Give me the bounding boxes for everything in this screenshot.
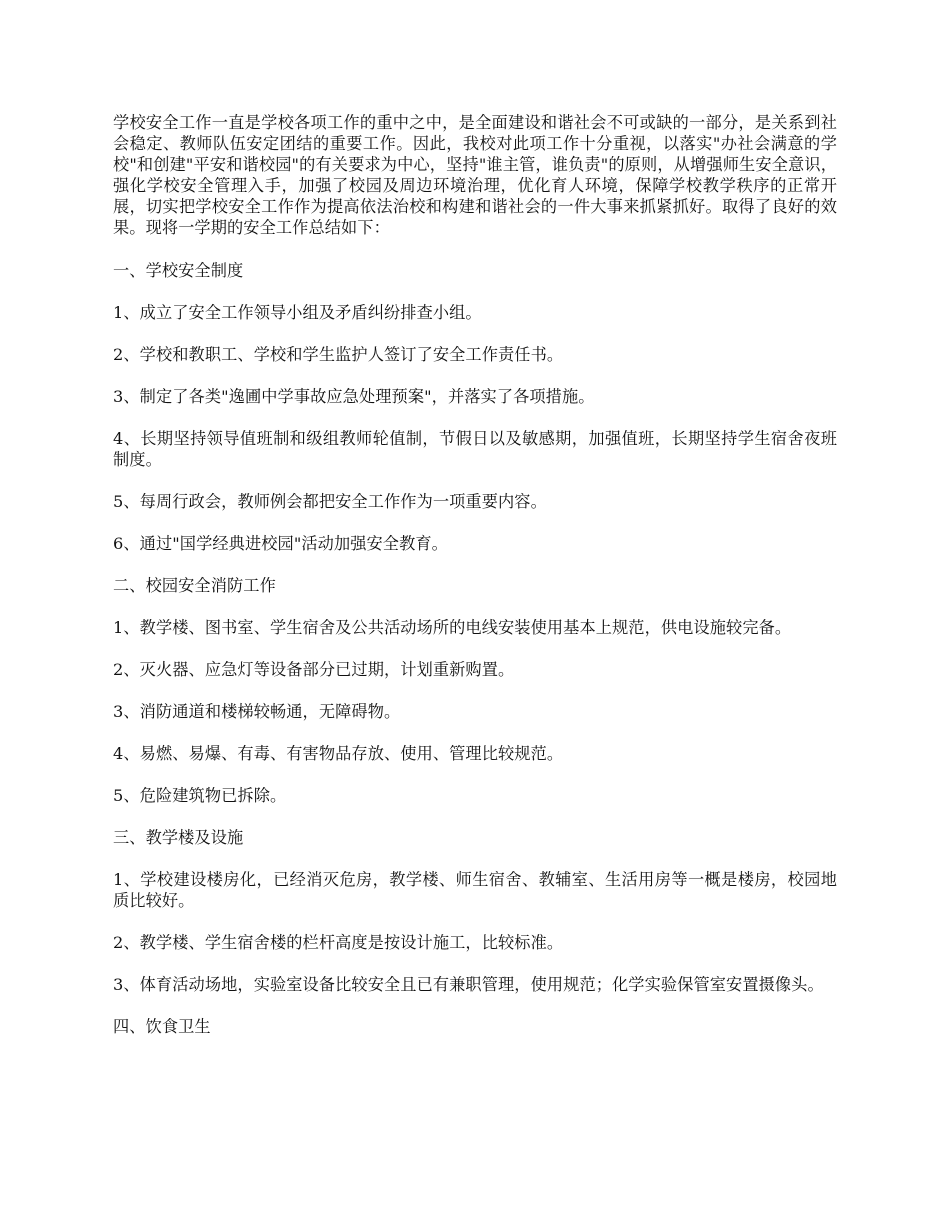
list-item: 4、长期坚持领导值班制和级组教师轮值制，节假日以及敏感期，加强值班，长期坚持学生宿舍夜班制度。 <box>113 429 837 469</box>
section-heading-4: 四、饮食卫生 <box>113 1017 211 1036</box>
list-item: 2、教学楼、学生宿舍楼的栏杆高度是按设计施工，比较标准。 <box>113 933 564 952</box>
list-item: 3、体育活动场地，实验室设备比较安全且已有兼职管理，使用规范；化学实验保管室安置摄像头。 <box>113 975 824 994</box>
list-item: 6、通过"国学经典进校园"活动加强安全教育。 <box>113 534 448 553</box>
section-heading-1: 一、学校安全制度 <box>113 261 244 280</box>
list-item: 5、每周行政会，教师例会都把安全工作作为一项重要内容。 <box>113 492 547 511</box>
list-item: 3、消防通道和楼梯较畅通，无障碍物。 <box>113 702 401 721</box>
section-heading-2: 二、校园安全消防工作 <box>113 576 276 595</box>
list-item: 1、成立了安全工作领导小组及矛盾纠纷排查小组。 <box>113 303 482 322</box>
list-item: 1、教学楼、图书室、学生宿舍及公共活动场所的电线安装使用基本上规范，供电设施较完备。 <box>113 618 792 637</box>
section-heading-3: 三、教学楼及设施 <box>113 828 244 847</box>
list-item: 4、易燃、易爆、有毒、有害物品存放、使用、管理比较规范。 <box>113 744 564 763</box>
intro-paragraph: 学校安全工作一直是学校各项工作的重中之中，是全面建设和谐社会不可或缺的一部分，是关系到社会稳定、教师队伍安定团结的重要工作。因此，我校对此项工作十分重视，以落实"办社会满意的学校"和创建"平安和谐校园"的有关要求为中心，坚持"谁主管，谁负责"的原则，从增强师生安全意识，强化学校安全管理入手，加强了校园及周边环境治理，优化育人环境，保障学校教学秩序的正常开展，切实把学校安全工作作为提高依法治校和构建和谐社会的一件大事来抓紧抓好。取得了良好的效果。现将一学期的安全工作总结如下： <box>113 113 837 237</box>
list-item: 5、危险建筑物已拆除。 <box>113 786 287 805</box>
list-item: 1、学校建设楼房化，已经消灭危房，教学楼、师生宿舍、教辅室、生活用房等一概是楼房，校园地质比较好。 <box>113 870 837 910</box>
list-item: 2、学校和教职工、学校和学生监护人签订了安全工作责任书。 <box>113 345 564 364</box>
list-item: 2、灭火器、应急灯等设备部分已过期，计划重新购置。 <box>113 660 515 679</box>
list-item: 3、制定了各类"逸圃中学事故应急处理预案"，并落实了各项措施。 <box>113 387 595 406</box>
document-body <box>113 112 837 1058</box>
